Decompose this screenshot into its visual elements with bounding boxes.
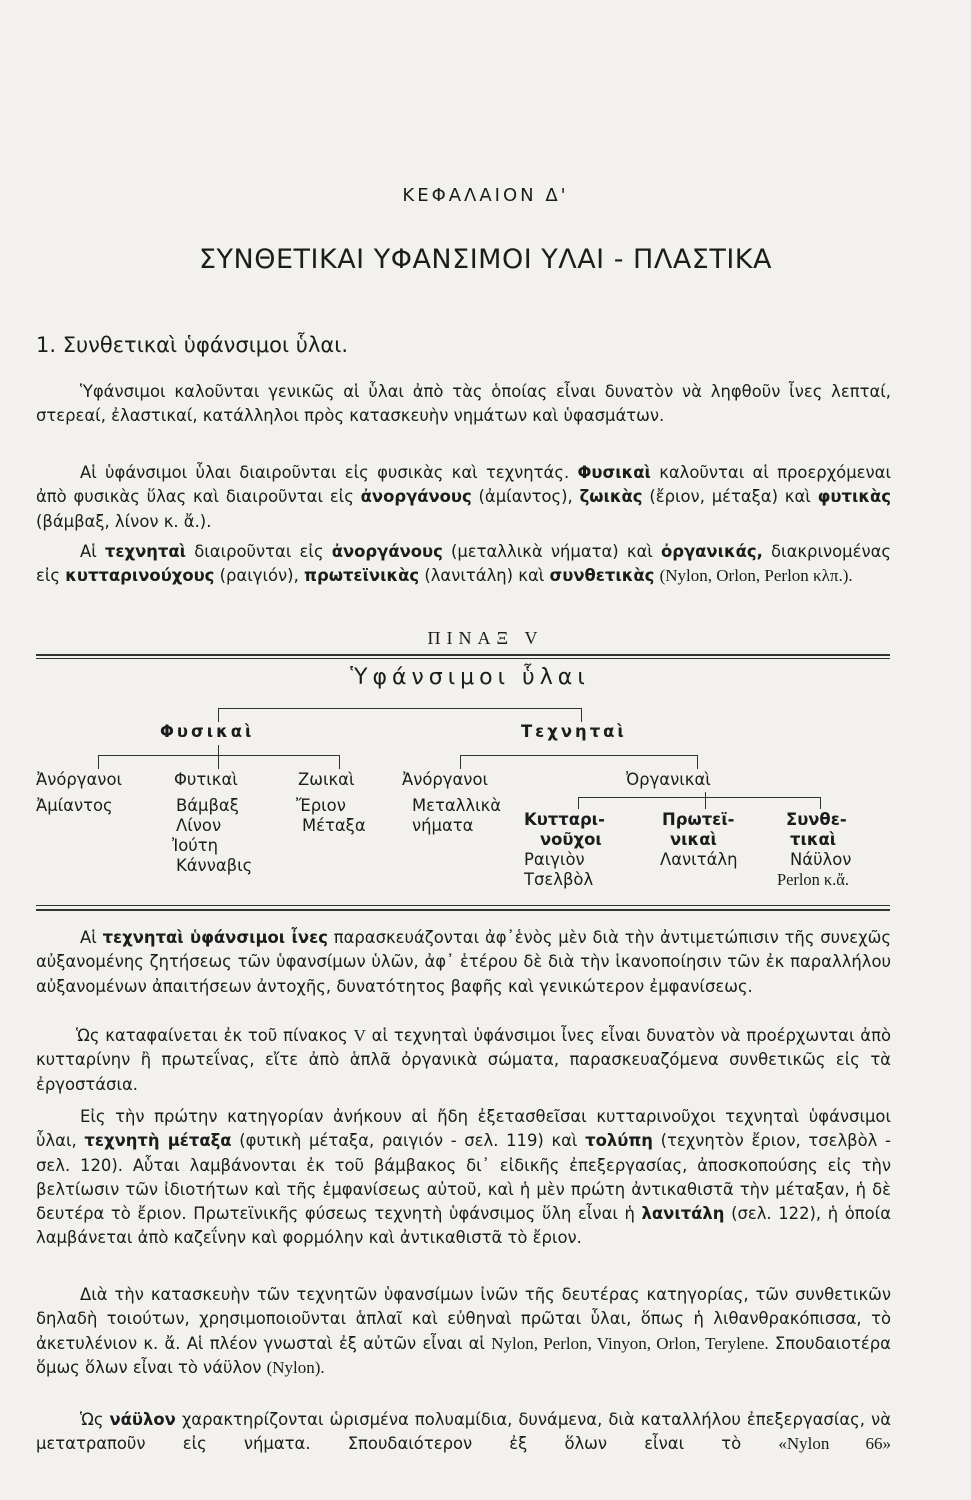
paragraph-purpose bbox=[36, 926, 891, 999]
paragraph-first-category bbox=[36, 1105, 891, 1251]
chapter-title: ΣΥΝΘΕΤΙΚΑΙ ΥΦΑΝΣΙΜΟΙ ΥΛΑΙ - ΠΛΑΣΤΙΚΑ bbox=[198, 244, 772, 275]
cellulose-item: Τσελβὸλ bbox=[524, 870, 594, 889]
term-synthetic: συνθετικὰς bbox=[549, 566, 655, 586]
text-run: (Nylon). bbox=[266, 1357, 325, 1377]
tree-line bbox=[339, 755, 340, 769]
animal-item: Ἔριον bbox=[296, 796, 346, 815]
term-inorganic: ἀνοργάνους bbox=[331, 542, 443, 561]
table-bottom-rule-thin bbox=[36, 905, 890, 906]
text-run: αἱ τεχνηταὶ ὑφάνσιμοι ἶνες εἶναι δυνατὸν νὰ προέρχωνται ἀπὸ κυτταρίνην ἢ πρωτεΐνας, εἴτε ἀπὸ ἁπλᾶ ὀργανικὰ σώματα, παρασκευαζόμενα συνθετικῶς εἰς τὰ ἐργοστάσια. bbox=[36, 1026, 891, 1094]
paragraph-artificial bbox=[36, 540, 891, 589]
tree-line bbox=[460, 755, 461, 769]
col-plant: Φυτικαὶ bbox=[174, 770, 238, 789]
paragraph-origin bbox=[36, 1024, 891, 1097]
synthetic-item: Νάϋλον bbox=[790, 850, 852, 869]
tree-line bbox=[705, 792, 706, 809]
table-bottom-rule bbox=[36, 909, 890, 911]
term-nylon: νάϋλον bbox=[109, 1410, 176, 1429]
table-natural: Φυσικαὶ bbox=[160, 722, 255, 741]
paragraph-nylon bbox=[36, 1408, 891, 1457]
term-tolype: τολύπη bbox=[585, 1131, 653, 1151]
text-run: Ὑφάνσιμοι καλοῦνται γενικῶς αἱ ὗλαι ἀπὸ τὰς ὁποίας εἶναι δυνατὸν νὰ ληφθοῦν ἶνες λεπταί, στερεαί, ἐλαστικαί, κατάλληλοι πρὸς κατασκευὴν νημάτων καὶ ὑφασμάτων. bbox=[36, 382, 891, 426]
tree-line bbox=[578, 797, 821, 798]
paragraph-second-category bbox=[36, 1283, 891, 1380]
text-run: Εἰς τὴν πρώτην κατηγορίαν ἀνήκουν αἱ ἤδη ἐξετασθεῖσαι κυτταρινοῦχοι τεχνηταὶ ὑφάνσιμοι ὗλαι, bbox=[36, 1107, 891, 1151]
text-run: διαιροῦνται εἰς bbox=[194, 542, 324, 561]
term-natural: Φυσικαὶ bbox=[577, 463, 651, 482]
text-run: Ὡς καταφαίνεται ἐκ τοῦ πίνακος bbox=[76, 1026, 348, 1045]
text-run: Nylon, Perlon, Vinyon, Orlon, Terylene. bbox=[491, 1333, 769, 1353]
plant-item: Βάμβαξ bbox=[176, 796, 239, 815]
plant-item: Λίνον bbox=[176, 816, 222, 835]
term-artificial-silk: τεχνητὴ μέταξα bbox=[84, 1131, 232, 1151]
table-artificial: Τεχνηταὶ bbox=[521, 722, 627, 741]
text-run: Σπουδαιοτέρα ὅμως ὅλων εἶναι τὸ νάϋλον bbox=[36, 1333, 891, 1377]
term-artificial: τεχνηταὶ bbox=[104, 542, 187, 561]
term-protein: πρωτεϊνικὰς bbox=[304, 566, 420, 586]
text-run: Αἱ ὑφάνσιμοι ὗλαι διαιροῦνται εἰς φυσικὰς καὶ τεχνητάς. bbox=[80, 463, 570, 482]
term-organic: ὀργανικάς, bbox=[661, 542, 763, 561]
text-run: (ραιγιόν), bbox=[219, 566, 299, 586]
text-run: (ἔριον, μέταξα) καὶ bbox=[649, 487, 811, 507]
col-organic: Ὀργανικαὶ bbox=[626, 770, 711, 789]
protein-item: Λανιτάλη bbox=[660, 850, 738, 869]
tree-line bbox=[820, 797, 821, 809]
text-run: (μεταλλικὰ νήματα) καὶ bbox=[450, 542, 653, 561]
tree-line bbox=[98, 755, 99, 769]
item-asbestos: Ἀμίαντος bbox=[36, 796, 113, 815]
metal-item: νήματα bbox=[412, 816, 474, 835]
paragraph-definition bbox=[36, 380, 891, 429]
text-run: χαρακτηρίζονται ὡρισμένα πολυαμίδια, δυνάμενα, διὰ καταλλήλου ἐπεξεργασίας, νὰ μετατραποῦν εἰς νήματα. Σπουδαιότερον ἐξ ὅλων εἶναι τὸ bbox=[36, 1410, 891, 1454]
term-inorganic: ἀνοργάνους bbox=[360, 487, 472, 507]
text-run: (ἀμίαντος), bbox=[478, 487, 573, 507]
tree-line bbox=[218, 708, 219, 722]
protein-heading: Πρωτεϊ- bbox=[662, 810, 735, 829]
text-run: Διὰ τὴν κατασκευὴν τῶν τεχνητῶν ὑφανσίμων ἰνῶν τῆς δευτέρας κατηγορίας, τῶν συνθετικῶν δηλαδὴ τοιούτων, χρησιμοποιοῦνται ἁπλαῖ καὶ εὐθηναὶ πρῶται ὗλαι, ὅπως ἡ λιθανθρακόπισσα, τὸ ἀκετυλένιον κ. ἄ. Αἱ πλέον γνωσταὶ ἐξ αὐτῶν εἶναι αἱ bbox=[36, 1285, 891, 1353]
cellulose-heading: νοῦχοι bbox=[540, 830, 602, 849]
col-inorganic-artificial: Ἀνόργανοι bbox=[402, 770, 489, 789]
tree-line bbox=[581, 708, 582, 722]
text-run: Ὡς bbox=[80, 1410, 104, 1429]
tree-line bbox=[218, 708, 582, 709]
chapter-heading: ΚΕΦΑΛΑΙΟΝ Δ' bbox=[402, 185, 569, 206]
tree-line bbox=[460, 755, 698, 756]
text-run: Αἱ bbox=[80, 928, 97, 947]
col-inorganic: Ἀνόργανοι bbox=[36, 770, 123, 789]
term-animal: ζωικὰς bbox=[579, 487, 643, 507]
protein-heading: νικαὶ bbox=[670, 830, 717, 849]
cellulose-item: Ραιγιὸν bbox=[524, 850, 585, 869]
text-run: (φυτικὴ μέταξα, ραιγιόν - σελ. 119) καὶ bbox=[239, 1131, 578, 1151]
synthetic-item: Perlon κ.ἄ. bbox=[777, 870, 849, 889]
text-run: (Nylon, Orlon, Perlon κλπ.). bbox=[659, 566, 853, 586]
tree-line bbox=[697, 755, 698, 769]
table-top-rule-thin bbox=[36, 658, 890, 659]
tree-line bbox=[578, 797, 579, 809]
tree-line bbox=[98, 755, 340, 756]
col-animal: Ζωικαὶ bbox=[298, 770, 355, 789]
text-run: (βάμβαξ, λίνον κ. ἄ.). bbox=[36, 511, 212, 531]
animal-item: Μέταξα bbox=[302, 816, 366, 835]
text-run: (τεχνητὸν ἔριον, τσελβὸλ - σελ. 120). Αὗται λαμβάνονται ἐκ τοῦ βάμβακος δι᾿ εἰδικῆς ἐπεξεργασίας, ἀποσκοπούσης εἰς τὴν βελτίωσιν τῶν ἰδιοτήτων καὶ τῆς ἐμφανίσεως αὐτοῦ, καὶ ἡ μὲν πρώτη ἀντικαθιστᾶ τὴν μέταξαν, ἡ δὲ δευτέρα τὸ ἔριον. Πρωτεϊνικῆς φύσεως τεχνητὴ ὑφάνσιμος ὕλη εἶναι ἡ bbox=[36, 1131, 891, 1224]
table-root: Ὑφάνσιμοι ὗλαι bbox=[350, 665, 590, 690]
text-run: καλοῦνται αἱ προερχόμεναι ἀπὸ φυσικὰς ὕλας καὶ διαιροῦνται εἰς bbox=[36, 463, 891, 507]
section-heading: 1. Συνθετικαὶ ὑφάνσιμοι ὗλαι. bbox=[36, 333, 348, 357]
table-caption: ΠΙΝΑΞ V bbox=[427, 628, 544, 648]
paragraph-classification bbox=[36, 461, 891, 534]
term-artificial-fibres: τεχνηταὶ ὑφάνσιμοι ἶνες bbox=[102, 928, 328, 947]
text-run: V bbox=[353, 1026, 366, 1045]
term-cellulose: κυτταρινούχους bbox=[65, 566, 215, 586]
text-run: (σελ. 122), ἡ ὁποία λαμβάνεται ἀπὸ καζεΐνην καὶ φορμόλην καὶ ἀντικαθιστᾶ τὸ ἔριον. bbox=[36, 1204, 891, 1248]
synthetic-heading: Συνθε- bbox=[786, 810, 847, 829]
text-run: «Nylon 66» bbox=[778, 1434, 891, 1454]
plant-item: Κάνναβις bbox=[176, 856, 253, 875]
cellulose-heading: Κυτταρι- bbox=[524, 810, 605, 829]
term-plant: φυτικὰς bbox=[817, 487, 891, 507]
text-run: Αἱ bbox=[80, 542, 97, 561]
tree-line bbox=[218, 745, 219, 769]
synthetic-heading: τικαὶ bbox=[790, 830, 837, 849]
text-run: διακρινομένας εἰς bbox=[36, 542, 892, 586]
term-lanital: λανιτάλη bbox=[641, 1204, 725, 1224]
text-run: παρασκευάζονται ἀφ᾿ἑνὸς μὲν διὰ τὴν ἀντιμετώπισιν τῆς συνεχῶς αὐξανομένης ζητήσεως τῶν ὑφανσίμων ὑλῶν, ἀφ᾿ ἑτέρου δὲ διὰ τὴν ἱκανοποίησιν τῶν ἐκ παραλλήλου αὐξανομένων ἀπαιτήσεων ἀντοχῆς, δυνατότητος βαφῆς καὶ γενικώτερον ἐμφανίσεως. bbox=[36, 928, 891, 996]
table-top-rule bbox=[36, 654, 890, 656]
plant-item: Ἰούτη bbox=[172, 836, 218, 855]
metal-item: Μεταλλικὰ bbox=[412, 796, 502, 815]
text-run: (λανιτάλη) καὶ bbox=[424, 566, 545, 586]
